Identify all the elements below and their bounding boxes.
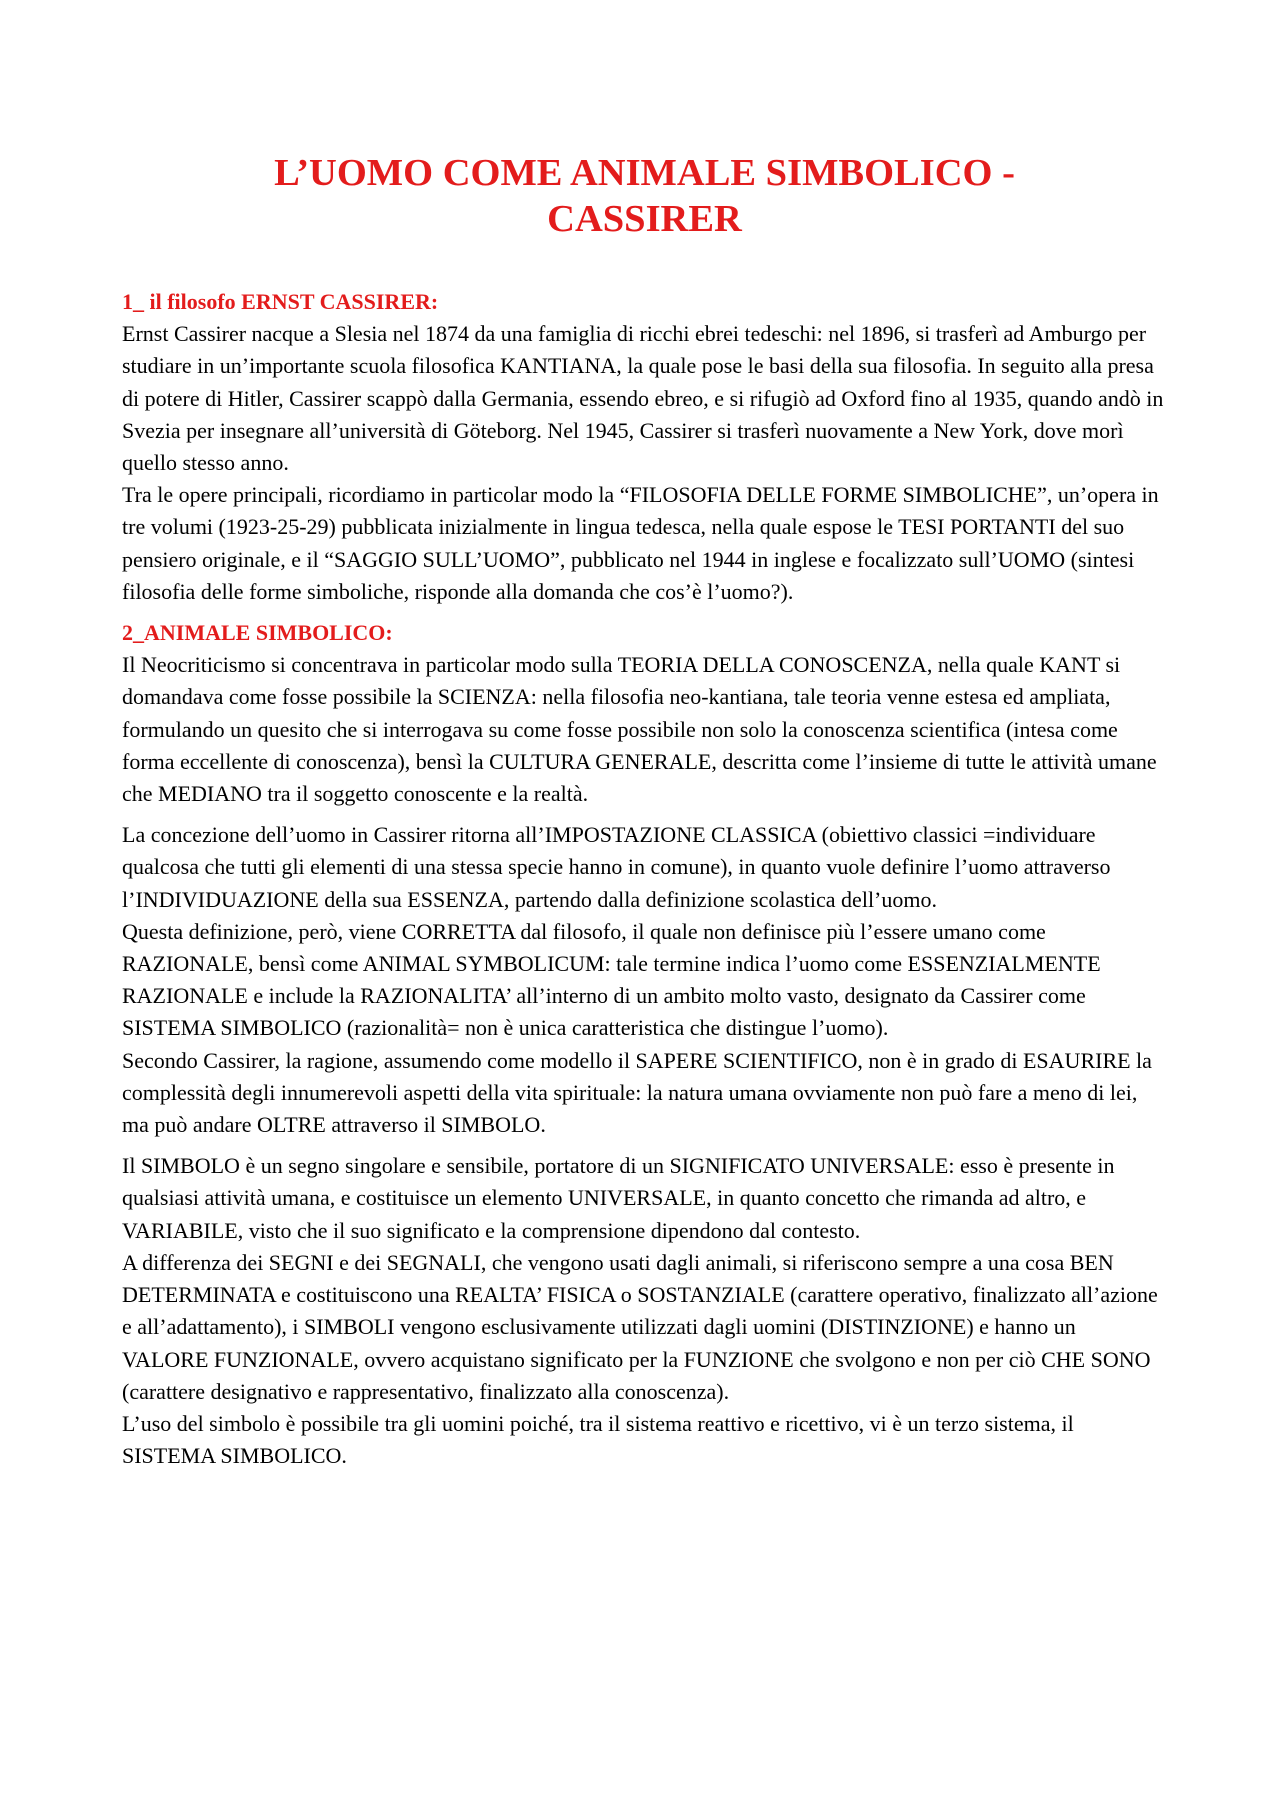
title-line-2: CASSIRER (547, 198, 742, 240)
section-1-paragraph-1: Ernst Cassirer nacque a Slesia nel 1874 da una famiglia di ricchi ebrei tedeschi: nel 1896, si trasferì ad Amburgo per studiare in un’importante scuola filosofica KANTIANA, la quale pose le basi della sua filosofia. In seguito alla presa di potere di Hitler, Cassirer scappò dalla Germania, essendo ebreo, e si rifugiò ad Oxford fino al 1935, quando andò in Svezia per insegnare all’università di Göteborg. Nel 1945, Cassirer si trasferì nuovamente a New York, dove morì quello stesso anno. (122, 321, 1164, 476)
paragraph-spacer (122, 1141, 1167, 1150)
title-line-1: L’UOMO COME ANIMALE SIMBOLICO - (274, 152, 1015, 194)
document-title (122, 150, 1167, 242)
section-2-paragraph-1: Il Neocriticismo si concentrava in particolar modo sulla TEORIA DELLA CONOSCENZA, nella quale KANT si domandava come fosse possibile la SCIENZA: nella filosofia neo-kantiana, tale teoria venne estesa ed ampliata, formulando un quesito che si interrogava su come fosse possibile non solo la conoscenza scientifica (intesa come forma eccellente di conoscenza), bensì la CULTURA GENERALE, descritta come l’insieme di tutte le attività umane che MEDIANO tra il soggetto conoscente e la realtà. (122, 652, 1157, 807)
section-2-paragraph-6: A differenza dei SEGNI e dei SEGNALI, che vengono usati dagli animali, si riferiscono sempre a una cosa BEN DETERMINATA e costituiscono una REALTA’ FISICA o SOSTANZIALE (carattere operativo, finalizzato all’azione e all’adattamento), i SIMBOLI vengono esclusivamente utilizzati dagli uomini (DISTINZIONE) e hanno un VALORE FUNZIONALE, ovvero acquistano significato per la FUNZIONE che svolgono e non per ciò CHE SONO (carattere designativo e rappresentativo, finalizzato alla conoscenza). (122, 1249, 1158, 1404)
section-1-heading: 1_ il filosofo ERNST CASSIRER: (122, 289, 439, 314)
paragraph-spacer (122, 810, 1167, 819)
section-spacer (122, 608, 1167, 617)
section-2-heading: 2_ANIMALE SIMBOLICO: (122, 620, 393, 646)
document-page (122, 150, 1167, 1472)
section-2-paragraph-4: Secondo Cassirer, la ragione, assumendo come modello il SAPERE SCIENTIFICO, non è in grado di ESAURIRE la complessità degli innumerevoli aspetti della vita spirituale: la natura umana ovviamente non può fare a meno di lei, ma può andare OLTRE attraverso il SIMBOLO. (122, 1047, 1152, 1138)
section-2-paragraph-2: La concezione dell’uomo in Cassirer ritorna all’IMPOSTAZIONE CLASSICA (obiettivo classici =individuare qualcosa che tutti gli elementi di una stessa specie hanno in comune), in quanto vuole definire l’uomo attraverso l’INDIVIDUAZIONE della sua ESSENZA, partendo dalla definizione scolastica dell’uomo. (122, 822, 1111, 912)
section-2-paragraph-7: L’uso del simbolo è possibile tra gli uomini poiché, tra il sistema reattivo e ricettivo, vi è un terzo sistema, il SISTEMA SIMBOLICO. (122, 1410, 1074, 1469)
section-2-paragraph-3: Questa definizione, però, viene CORRETTA dal filosofo, il quale non definisce più l’essere umano come RAZIONALE, bensì come ANIMAL SYMBOLICUM: tale termine indica l’uomo come ESSENZIALMENTE RAZIONALE e include la RAZIONALITA’ all’interno di un ambito molto vasto, designato da Cassirer come SISTEMA SIMBOLICO (razionalità= non è unica caratteristica che distingue l’uomo). (122, 918, 1101, 1041)
section-2-paragraph-5: Il SIMBOLO è un segno singolare e sensibile, portatore di un SIGNIFICATO UNIVERSALE: esso è presente in qualsiasi attività umana, e costituisce un elemento UNIVERSALE, in quanto concetto che rimanda ad altro, e VARIABILE, visto che il suo significato e la comprensione dipendono dal contesto. (122, 1153, 1115, 1243)
section-1-paragraph-2: Tra le opere principali, ricordiamo in particolar modo la “FILOSOFIA DELLE FORME SIMBOLICHE”, un’opera in tre volumi (1923-25-29) pubblicata inizialmente in lingua tedesca, nella quale espose le TESI PORTANTI del suo pensiero originale, e il “SAGGIO SULL’UOMO”, pubblicato nel 1944 in inglese e focalizzato sull’UOMO (sintesi filosofia delle forme simboliche, risponde alla domanda che cos’è l’uomo?). (122, 482, 1159, 604)
